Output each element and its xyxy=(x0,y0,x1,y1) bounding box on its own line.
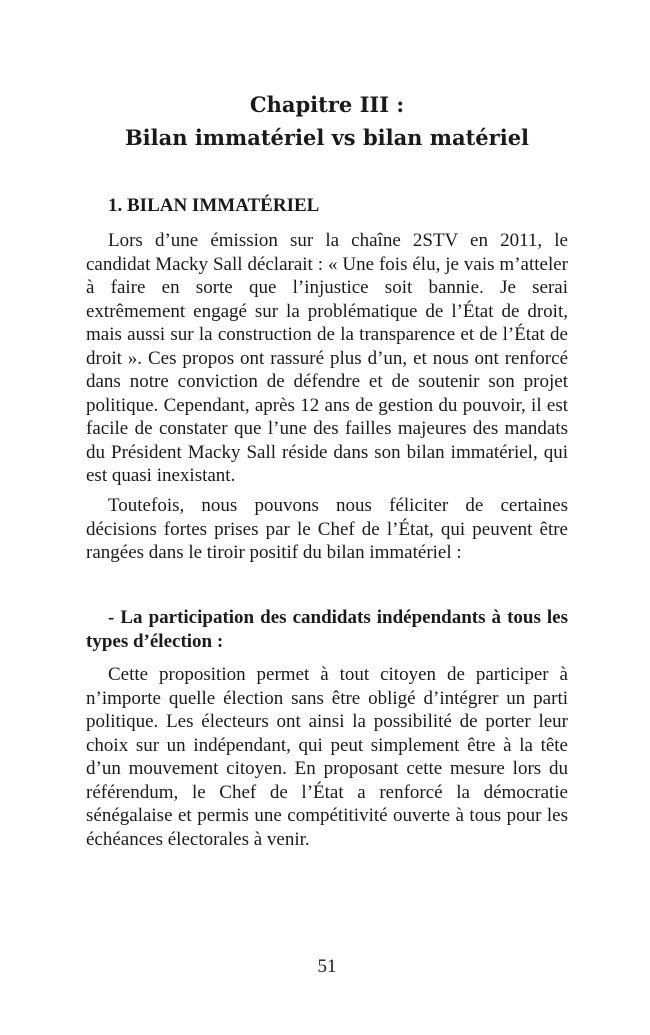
book-page xyxy=(86,0,568,1035)
body-paragraph: Cette proposition permet à tout citoyen de participer à n’importe quelle élection sans être obligé d’intégrer un parti politique. Les électeurs ont ainsi la possibilité de porter leur choix sur un indépendant, qui peut simplement être à la tête d’un mouvement citoyen. En proposant cette mesure lors du référendum, le Chef de l’État a renforcé la démocratie sénégalaise et permis une compétitivité ouverte à tous pour les échéances électorales à venir. xyxy=(86,664,568,850)
chapter-subtitle: Bilan immatériel vs bilan matériel xyxy=(124,125,530,150)
subsection-heading: - La participation des candidats indépendants à tous les types d’élection : xyxy=(86,607,568,652)
body-paragraph: Lors d’une émission sur la chaîne 2STV en 2011, le candidat Macky Sall déclarait : « Une fois élu, je vais m’atteler à faire en sorte que l’injustice soit bannie. Je serai extrêmement engagé sur la problématique de l’État de droit, mais aussi sur la construction de la transparence et de l’État de droit ». Ces propos ont rassuré plus d’un, et nous ont renforcé dans notre conviction de défendre et de soutenir son projet politique. Cependant, après 12 ans de gestion du pouvoir, il est facile de constater que l’une des failles majeures des mandats du Président Macky Sall réside dans son bilan immatériel, qui est quasi inexistant. xyxy=(86,230,568,486)
chapter-title: Chapitre III : xyxy=(249,92,405,117)
section-heading: 1. BILAN IMMATÉRIEL xyxy=(108,195,320,216)
page-number: 51 xyxy=(317,956,337,977)
body-paragraph: Toutefois, nous pouvons nous féliciter de certaines décisions fortes prises par le Chef de l’État, qui peuvent être rangées dans le tiroir positif du bilan immatériel : xyxy=(86,495,568,563)
